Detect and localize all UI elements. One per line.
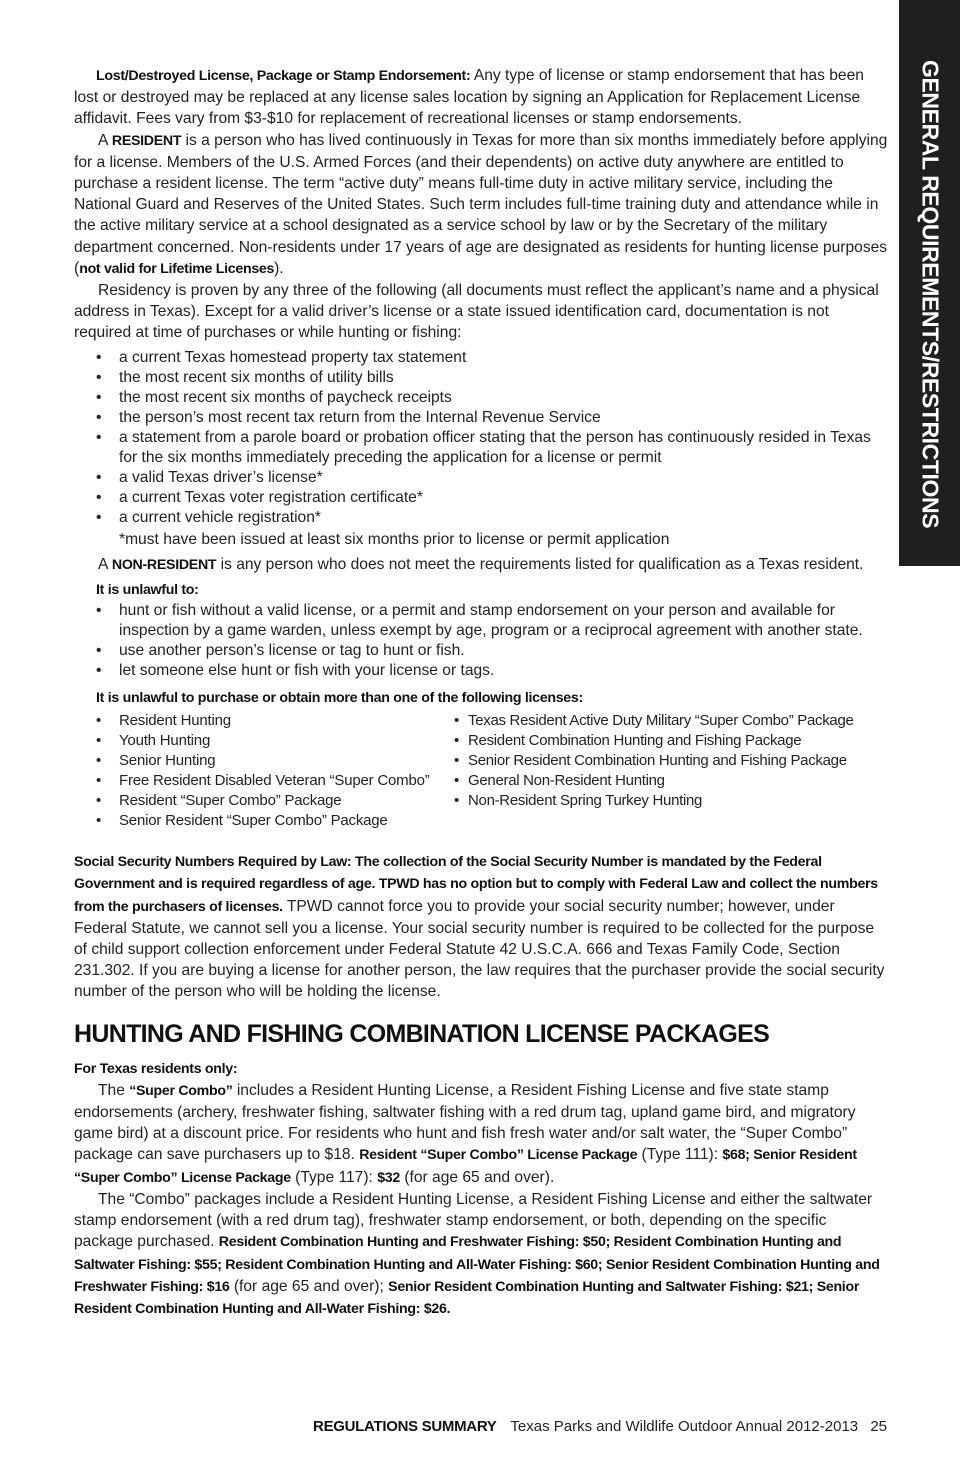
list-item: • Free Resident Disabled Veteran “Super Combo” — [96, 771, 454, 791]
ssn-bold-text: The collection of the Social Security Number is mandated by the Federal Government and is required regardless of age. TPWD has no option but to comply with Federal Law and collect the numbers from the purchasers of licenses. — [74, 854, 878, 915]
page-content — [74, 65, 888, 1320]
list-item: • Resident Combination Hunting and Fishing Package — [454, 731, 854, 751]
super-combo-senior-name: $68; Senior Resident “Super Combo” License Package — [74, 1147, 857, 1186]
list-item: • Resident Hunting — [96, 711, 454, 731]
super-combo-senior-type: (Type 117): — [290, 1168, 378, 1186]
section-side-tab-label: GENERAL REQUIREMENTS/RESTRICTIONS — [917, 60, 944, 529]
resident-prefix: A — [98, 131, 112, 149]
combo-section-title: HUNTING AND FISHING COMBINATION LICENSE PACKAGES — [74, 1019, 770, 1048]
license-columns — [96, 711, 888, 831]
list-item: • a current vehicle registration* — [96, 508, 888, 528]
list-item: • the most recent six months of paycheck receipts — [96, 388, 888, 408]
lost-license-heading: Lost/Destroyed License, Package or Stamp Endorsement: — [96, 68, 471, 84]
unlawful-heading: It is unlawful to: — [96, 581, 199, 598]
non-resident-term: NON-RESIDENT — [111, 556, 217, 573]
combo-subhead: For Texas residents only: — [74, 1060, 238, 1077]
list-item: • a current Texas voter registration certificate* — [96, 488, 888, 508]
super-combo-prefix: The — [98, 1081, 130, 1099]
page-number: 25 — [870, 1418, 887, 1435]
ssn-heading: Social Security Numbers Required by Law: — [74, 854, 352, 871]
non-resident-paragraph — [74, 554, 888, 576]
non-resident-prefix: A — [98, 555, 112, 573]
combo-prices: Resident Combination Hunting and Freshwater Fishing: $50; Resident Combination Hunting and Saltwater Fishing: $55; Resident Combination Hunting and All-Water Fishing: $60; Senior Resident Combination Hunting and Freshwater Fishing: $16 — [74, 1234, 880, 1295]
residency-footnote: *must have been issued at least six months prior to license or permit application — [119, 530, 670, 548]
super-combo-text: includes a Resident Hunting License, a Resident Fishing License and five state stamp endorsements (archery, freshwater fishing, saltwater fishing with a red drum tag, upland game bird, and migratory game bird) at a discount price. For residents who hunt and fish fresh water and/or salt water, the “Super Combo” package can save purchasers up to $18. — [74, 1081, 856, 1164]
footer-title: Texas Parks and Wildlife Outdoor Annual 2012-2013 — [510, 1418, 859, 1435]
combo-age-note: (for age 65 and over); — [229, 1277, 389, 1295]
lost-license-text: Any type of license or stamp endorsement that has been lost or destroyed may be replaced at any license sales location by signing an Application for Replacement License affidavit. Fees vary from $3-$10 for replacement of recreational licenses or stamp endorsements. — [74, 67, 864, 128]
list-item: • hunt or fish without a valid license, or a permit and stamp endorsement on your person and available for inspection by a game warden, unless exempt by age, program or a reciprocal agreement with another state. — [96, 601, 888, 641]
list-item: • a current Texas homestead property tax statement — [96, 348, 888, 368]
combo-senior-prices: Senior Resident Combination Hunting and Saltwater Fishing: $21; Senior Resident Combination Hunting and All-Water Fishing: $26. — [74, 1278, 860, 1317]
list-item: • Texas Resident Active Duty Military “Super Combo” Package — [454, 711, 854, 731]
combo-paragraph — [74, 1189, 888, 1320]
list-item: • the person’s most recent tax return from the Internal Revenue Service — [96, 408, 888, 428]
list-item: • a valid Texas driver’s license* — [96, 468, 888, 488]
ssn-text: TPWD cannot force you to provide your social security number; however, under Federal Statute, we cannot sell you a license. Your social security number is required to be collected for the purpose of child support collection enforcement under Federal Statute 42 U.S.C.A. 666 and Texas Family Code, Section 231.302. If you are buying a license for another person, the law requires that the purchaser provide the social security number of the person who will be holding the license. — [74, 897, 885, 1001]
list-item: • Senior Hunting — [96, 751, 454, 771]
resident-term: RESIDENT — [111, 132, 182, 149]
list-item: • Youth Hunting — [96, 731, 454, 751]
list-item: • General Non-Resident Hunting — [454, 771, 854, 791]
super-combo-paragraph — [74, 1080, 888, 1189]
combo-text: The “Combo” packages include a Resident Hunting License, a Resident Fishing License and either the saltwater stamp endorsement (with a red drum tag), freshwater stamp endorsement, or both, depending on the specific package purchased. — [74, 1190, 873, 1251]
resident-text: is a person who has lived continuously in Texas for more than six months immediately before applying for a license. Members of the U.S. Armed Forces (and their dependents) on active duty anywhere are entitled to purchase a resident license. The term “active duty” means full-time duty in active military service, including the National Guard and Reserves of the United States. Such term includes full-time training duty and attendance while in the active military service at a school designated as a service school by law or by the Secretary of the military department concerned. Non-residents under 17 years of age are designated as residents for hunting license purposes ( — [74, 131, 888, 277]
page-footer — [313, 1416, 887, 1437]
resident-suffix: ). — [274, 259, 284, 277]
residency-paragraph: Residency is proven by any three of the following (all documents must reflect the applicant’s name and a physical address in Texas). Except for a valid driver’s license or a state issued identification card, documentation is not required at time of purchases or while hunting or fishing: — [74, 282, 879, 342]
unlawful-purchase-heading: It is unlawful to purchase or obtain more than one of the following licenses: — [96, 690, 583, 707]
license-list-left — [96, 711, 454, 831]
super-combo-package-name: Resident “Super Combo” License Package — [359, 1147, 638, 1164]
non-resident-text: is any person who does not meet the requirements listed for qualification as a Texas resident. — [216, 555, 864, 573]
list-item: • use another person’s license or tag to hunt or fish. — [96, 641, 888, 661]
list-item: • a statement from a parole board or probation officer stating that the person has continuously resided in Texas for the six months immediately preceding the application for a license or permit — [96, 428, 888, 468]
list-item: • Non-Resident Spring Turkey Hunting — [454, 791, 854, 811]
lost-license-paragraph — [74, 65, 888, 130]
super-combo-senior-note: (for age 65 and over). — [399, 1168, 555, 1186]
list-item: • Senior Resident Combination Hunting and Fishing Package — [454, 751, 854, 771]
super-combo-type: (Type 111): — [637, 1146, 723, 1164]
ssn-paragraph — [74, 851, 888, 1002]
footer-label: REGULATIONS SUMMARY — [313, 1418, 497, 1435]
resident-bold-note: not valid for Lifetime Licenses — [79, 260, 275, 277]
resident-paragraph — [74, 130, 888, 280]
unlawful-list — [74, 601, 888, 681]
list-item: • Resident “Super Combo” Package — [96, 791, 454, 811]
list-item: • Senior Resident “Super Combo” Package — [96, 811, 454, 831]
list-item: • the most recent six months of utility bills — [96, 368, 888, 388]
residency-list — [74, 348, 888, 528]
list-item: • let someone else hunt or fish with your license or tags. — [96, 661, 888, 681]
section-side-tab — [899, 0, 960, 566]
license-list-right — [454, 711, 854, 831]
super-combo-term: “Super Combo” — [129, 1082, 233, 1099]
super-combo-senior-price: $32 — [377, 1169, 400, 1186]
